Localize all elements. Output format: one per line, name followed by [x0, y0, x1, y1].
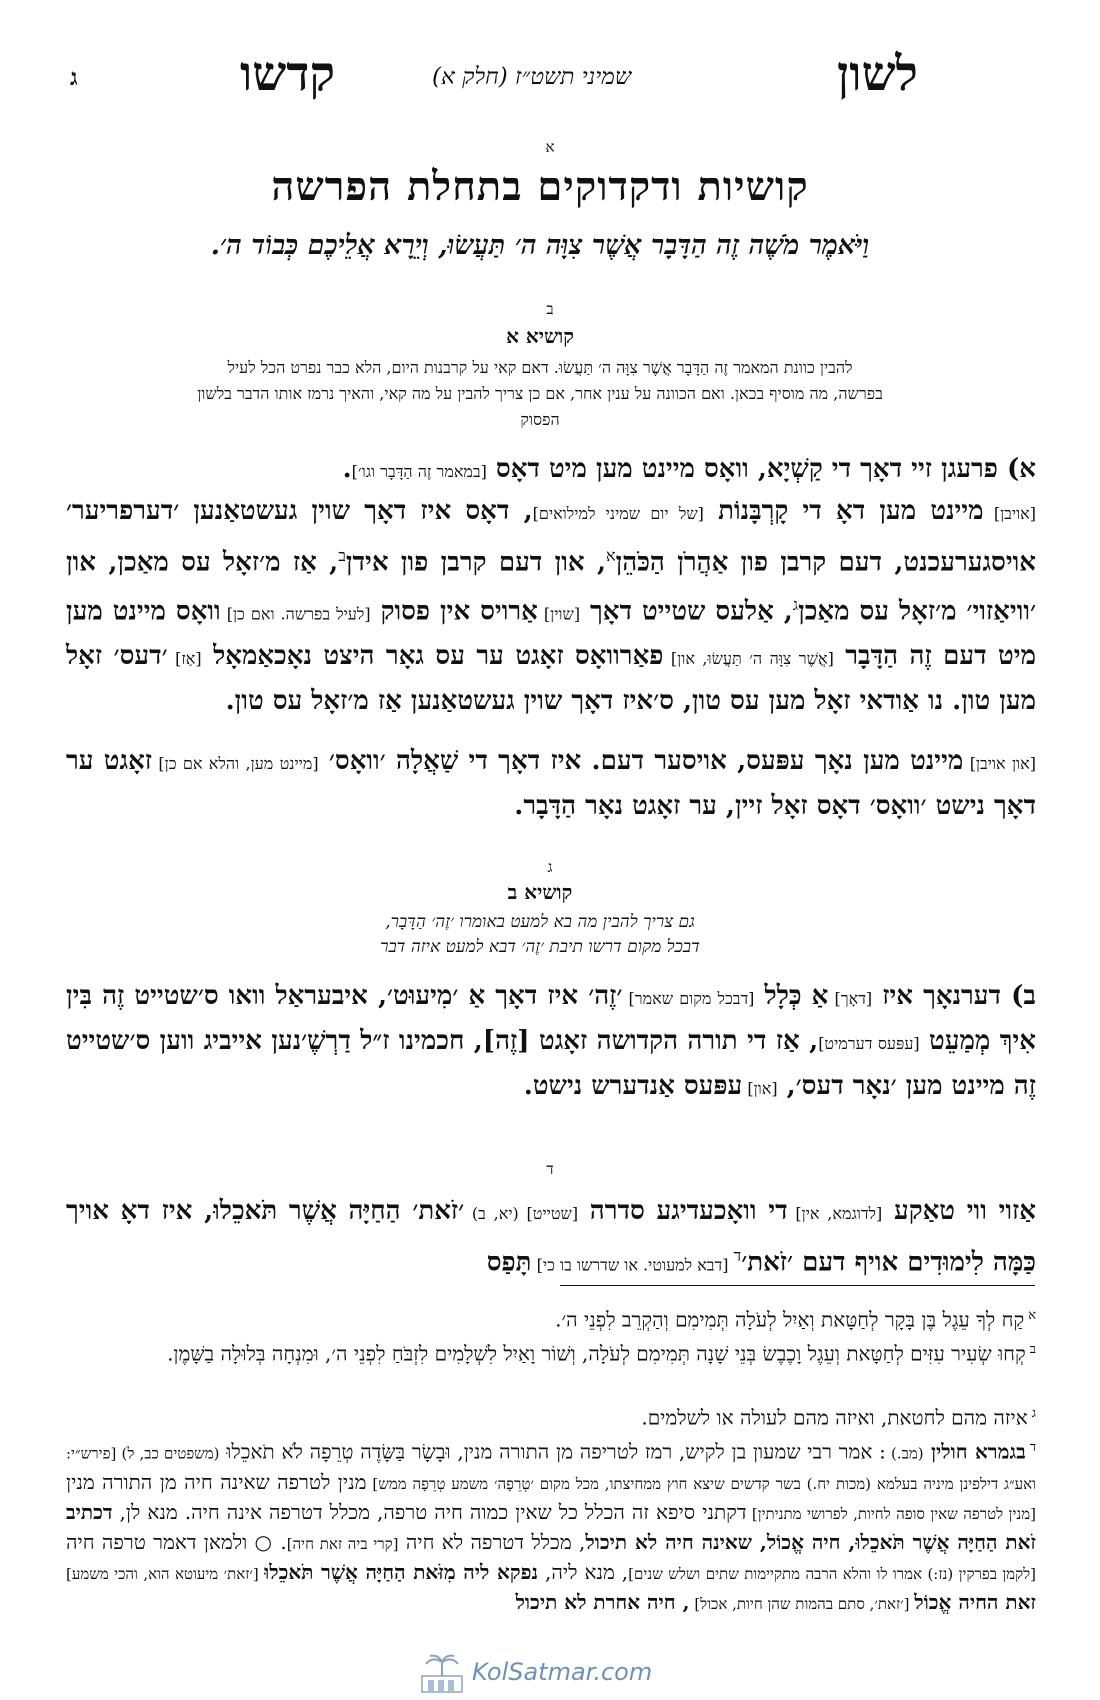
footnote-small: [׳זאת׳ מיעוטא הוא, והכי משמע] [66, 1564, 265, 1583]
section-letter-b: ב [546, 300, 554, 318]
footnote-bold: בגמרא חולין [923, 1439, 1026, 1464]
footnote-text: . ○ ולמאן דאמר טרפה חיה [66, 1529, 287, 1554]
bracket-note: [אויבן] [983, 504, 1037, 523]
text: , דאָס איז דאָך שוין געשטאַנען ׳דערפריער׳ אויסגערעכנט, דעם קרבן פון אַהֲרֹן הַכֹּהֵן [66, 496, 1036, 578]
bracket-note: [של יום שמיני למילואים] [532, 504, 704, 523]
text: זאָגט ער דאָך נישט ׳וואָס׳ דאָס זאָל זיין, ער זאָגט נאָר הַדָּבָר. [66, 746, 1036, 821]
text: עפּעס אַנדערש נישט. [523, 1071, 743, 1101]
kushya-2-text [60, 910, 1020, 960]
footnote-text: , מכלל דטרפה לא חיה [398, 1529, 586, 1554]
text: ב) דערנאָך איז [872, 981, 1036, 1011]
bracket-note: [במאמר זֶה הַדָּבָר וגו׳] [351, 462, 487, 481]
section-letter-d: ד [546, 1160, 554, 1178]
footnote-mark: ג [1031, 1406, 1036, 1421]
footnote-small: [מנין לטרפה שאין סופה לחיות, לפרושי מתניתין] [746, 1504, 1036, 1523]
section-letter-c: ג [547, 858, 553, 876]
bracket-note: [שטייט] [518, 1204, 579, 1223]
bracket-note: [אֲשֶׁר צִוָּה ה׳ תַּעֲשׂוּ, און] [663, 649, 834, 669]
footnote-text: מנין לטרפה שאינה חיה מן התורה מנין [66, 1469, 367, 1494]
footnote-mark: א [1028, 1308, 1036, 1323]
kushya-1-line: להבין כוונת המאמר זֶה הַדָּבָר אֲשֶׁר צִוָּה ה׳ תַּעֲשׂוּ. דאם קאי על קרבנות היום, הלא כבר נפרט הכל לעיל [227, 358, 853, 377]
verse-quote: וַיֹּאמֶר מֹשֶׁה זֶה הַדָּבָר אֲשֶׁר צִוָּה ה׳ תַּעֲשׂוּ, וְיֵרָא אֲלֵיכֶם כְּבוֹד ה׳. [210, 230, 870, 261]
bracket-note: [מיינט מען, והלא אם כן] [152, 754, 319, 773]
text: אַזוי ווי טאַקע [882, 1196, 1036, 1226]
footnote-2 [66, 1336, 1036, 1368]
text: פאַרוואָס זאָגט ער עס גאָר היצט נאָכאַמאָל [201, 641, 664, 672]
bracket-note: [לדוגמא, אין] [787, 1204, 883, 1223]
section-title: קושיות ודקדוקים בתחלת הפרשה [271, 163, 809, 210]
text: , אַז מ׳זאָל עס מאַכן, און ׳וויאַזוי׳ מ׳זאָל עס מאַכן [66, 547, 1037, 627]
text: , אַלעס שטייט דאָך [580, 596, 793, 627]
paragraph-3 [66, 740, 1036, 827]
bracket-note: [און אויבן] [963, 754, 1036, 773]
paragraph-5 [66, 1190, 1036, 1287]
footnote-bold: נפקא ליה מִזֹּאת הַחַיָּה אֲשֶׁר תֹּאכֵלוּ [264, 1559, 538, 1584]
footnote-mark: ד [1029, 1440, 1036, 1455]
text: תָּפַס [486, 1247, 532, 1278]
header-subtitle: שמיני תשט״ז (חלק א) [432, 64, 632, 90]
footnote-bold: , חיה אחרת לא תיכול [515, 1589, 690, 1614]
bracket-note: [דבכל מקום שאמר] [622, 989, 755, 1008]
footnote-bold: זאת החיה אֱכוֹל [914, 1589, 1036, 1614]
footnote-3 [66, 1400, 1036, 1432]
bracket-note: [אַז] [167, 649, 202, 669]
text: מיינט מען דאָ די קָרְבָּנוֹת [703, 496, 984, 526]
text: , און דעם קרבן פון אידן [345, 547, 607, 578]
header-title-right: לשון [837, 46, 918, 102]
paragraph-4 [66, 975, 1036, 1110]
bracket-note: (יא, ב) [464, 1204, 519, 1223]
footnote-text: : אמר רבי שמעון בן לקיש, רמז לטריפה מן התורה מנין, וּבָשָׂר בַּשָּׂדֶה טְרֵפָה לֹא תֹאכֵלוּ [219, 1439, 886, 1464]
footnote-text: , מנא ליה, [537, 1559, 629, 1584]
footnote-marker[interactable]: א [606, 546, 616, 565]
watermark-logo [418, 1652, 678, 1694]
section-letter-a: א [545, 138, 555, 156]
footnote-marker[interactable]: ב [338, 546, 346, 565]
page-header [0, 40, 1100, 130]
footnote-divider [560, 1285, 1035, 1286]
bracket-note: [דבא למעוטי. או שדרשו בו כי] [531, 1255, 734, 1275]
footnote-text: קְחוּ שְׂעִיר עִזִּים לְחַטָּאת וְעֵגֶל וָכֶבֶשׂ בְּנֵי שָׁנָה תְּמִימִם לְעֹלָה, וְשׁוֹר וָאַיִל לִשְׁלָמִים לִזְבֹּחַ לִפְנֵי ה׳, וּמִנְחָה בְּלוּלָה בַשָּׁמֶן. [167, 1341, 1026, 1366]
palm-tree-icon [418, 1652, 466, 1694]
kushya-1-text [60, 355, 1020, 433]
footnote-text: קַח לְךָ עֵגֶל בֶּן בָּקָר לְחַטָּאת וְאַיִל לְעֹלָה תְּמִימִם וְהַקְרֵב לִפְנֵי ה׳. [555, 1307, 1025, 1332]
text: , אַז די תורה הקדושה זאָגט [זֶה], חכמינו ז״ל דַרְשֶׁ׳נען אייביג ווען ס׳שטייט זֶה מיינט מען ׳נאָר דעס׳, [66, 1026, 1036, 1101]
text: אַ כְּלָל [754, 981, 829, 1011]
footnote-bold: דכתיב זֹאת הַחַיָּה אֲשֶׁר תֹּאכֵלוּ, חיה אֱכוֹל, שאינה חיה לא תיכול [66, 1499, 1037, 1554]
paragraph-1 [66, 448, 1036, 493]
watermark-text: KolSatmar.com [472, 1658, 653, 1686]
footnote-small: (מב.) [885, 1444, 924, 1463]
bracket-note: [דאָך] [828, 989, 873, 1008]
bracket-note: [לעיל בפרשה. ואם כן] [220, 604, 371, 624]
kushya-1-title: קושיא א [506, 324, 574, 348]
footnote-1 [66, 1302, 1036, 1334]
text: מיינט מען נאָך עפּעס, אויסער דעם. איז דאָך די שַׁאֲלָה ׳וואָס׳ [318, 746, 964, 776]
kushya-2-line: דבכל מקום דרשו תיבת ׳זֶה׳ דבא למעט איזה דבר [380, 937, 700, 957]
kushya-2-line: גם צריך להבין מה בא למעט באומרו ׳זֶה׳ הַדָּבָר, [385, 912, 695, 932]
footnote-mark: ב [1029, 1342, 1036, 1357]
bracket-note: [עפּעס דערמיט] [818, 1034, 920, 1053]
bracket-note: [שוין] [537, 604, 581, 624]
kushya-2-title: קושיא ב [507, 880, 573, 904]
text: ׳זֹאת׳ הַחַיָּה אֲשֶׁר תֹּאכֵלוּ, איז דאָ אויך כַּמָּה לִימוּדִים אויף דעם ׳זֹאת׳ [66, 1196, 1036, 1278]
footnote-marker[interactable]: ג [792, 594, 799, 614]
text: אַרויס אין פסוק [370, 596, 538, 627]
text: ׳דעס׳ זאָל מען טון. נו אַודאי זאָל מען עס טון, ס׳איז דאָך שוין געשטאַנען אַז מ׳זאָל עס טון. [66, 641, 1036, 717]
text: א) פרעגן זיי דאָך די קַשְׁיָא, וואָס מיינט מען מיט דאָס [486, 454, 1036, 484]
text: ׳זֶה׳ איז דאָך אַ ׳מִיעוּט׳, איבעראַל וואו ס׳שטייט זֶה בִּין אִיךְ מְמַעֵט [66, 981, 1036, 1056]
kushya-1-line: הפסוק [520, 410, 560, 429]
footnote-marker[interactable]: ד [733, 1246, 742, 1265]
footnote-small: [קרי ביה זאת חיה] [286, 1534, 399, 1553]
footnote-small: [׳זאת׳, סתם בהמות שהן חיות, אכול] [689, 1594, 915, 1613]
footnote-small: (משפטים כב, ל) [פירש״י: ואע״ג דילפינן מיניה בעלמא (מכות יח.) בשר קדשים שיצא חוץ ממחיצתו, מכל מקום ׳טְרֵפָה׳ משמע טְרֵפָה ממש] [66, 1444, 1037, 1493]
header-title-left: קדשו [240, 46, 336, 102]
paragraph-2 [66, 490, 1036, 722]
text: . [342, 454, 352, 484]
text: וואָס מיינט מען מיט דעם זֶה הַדָּבָר [66, 596, 1036, 672]
page-number: ג [70, 64, 78, 91]
footnote-4 [66, 1434, 1036, 1618]
footnote-text: איזה מהם לחטאת, ואיזה מהם לעולה או לשלמים. [641, 1405, 1028, 1430]
text: די וואָכעדיגע סדרה [578, 1196, 788, 1226]
footnote-small: [לקמן בפרקין (נז:) אמרו לו והלא הרבה מתקיימות שתים ושלש שנים] [628, 1564, 1036, 1583]
footnote-text: דקתני סיפא זה הכלל כל שאין כמוה חיה טרפה, מכלל דטרפה אינה חיה. מנא לן, [112, 1499, 747, 1524]
kushya-1-line: בפרשה, מה מוסיף בכאן. ואם הכוונה על ענין אחר, אם כן צריך להבין על מה קאי, והאיך נרמז אותו הדבר בלשון [197, 384, 883, 403]
bracket-note: [און] [742, 1079, 778, 1098]
